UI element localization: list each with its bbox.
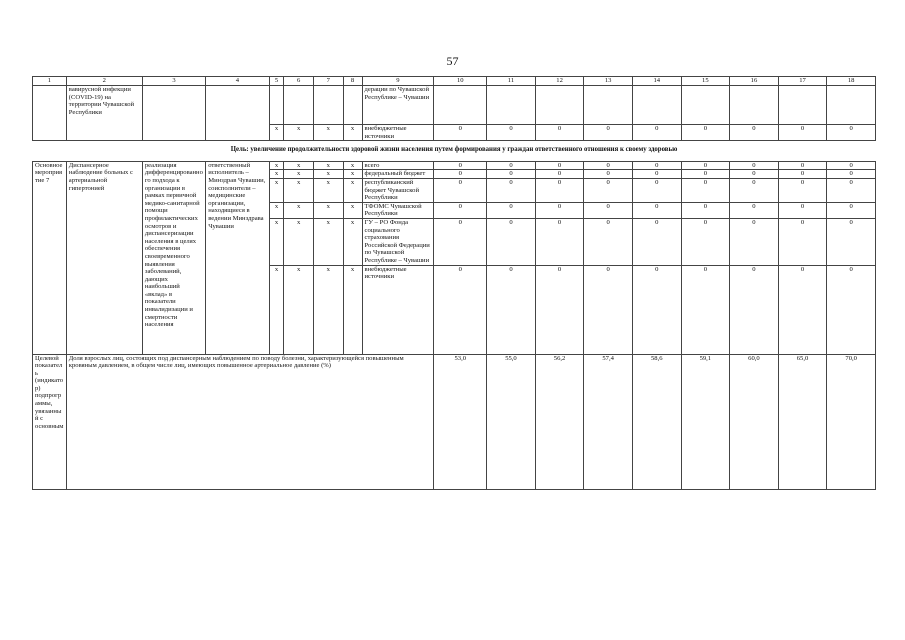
value-cell: 0 <box>632 170 681 179</box>
indicator-value: 60,0 <box>730 354 779 489</box>
x-cell: x <box>269 218 284 265</box>
x-cell: x <box>313 161 343 170</box>
col-header: 2 <box>66 77 142 86</box>
x-cell: x <box>343 178 362 202</box>
value-cell: 0 <box>535 170 584 179</box>
value-cell: 0 <box>827 161 876 170</box>
x-cell: x <box>284 218 314 265</box>
funding-source: республиканский бюджет Чувашской Республики <box>362 178 434 202</box>
x-cell: x <box>269 178 284 202</box>
value-cell: 0 <box>827 218 876 265</box>
funding-source: ТФОМС Чувашской Республики <box>362 202 434 218</box>
value-cell: 0 <box>535 125 584 141</box>
col-header: 12 <box>535 77 584 86</box>
value-cell: 0 <box>827 202 876 218</box>
value-cell: 0 <box>535 265 584 354</box>
col-header: 18 <box>827 77 876 86</box>
value-cell: 0 <box>827 125 876 141</box>
value-cell: 0 <box>778 161 827 170</box>
x-cell: x <box>269 265 284 354</box>
x-cell: x <box>343 202 362 218</box>
goal-row <box>33 141 876 162</box>
value-cell: 0 <box>434 161 487 170</box>
value-cell: 0 <box>827 265 876 354</box>
funding-source: дерации по Чувашской Республике – Чувашии <box>362 86 434 125</box>
indicator-text: Доля взрослых лиц, состоящих под диспансерным наблюдением по поводу болезни, характеризующейся повышенным кровяным давлением, в общем числе лиц, имеющих повышенное артериальное давление (%) <box>66 354 434 489</box>
program-table <box>32 76 876 490</box>
indicator-row <box>33 354 876 489</box>
value-cell: 0 <box>730 218 779 265</box>
indicator-value: 58,6 <box>632 354 681 489</box>
value-cell: 0 <box>681 125 730 141</box>
x-cell: x <box>343 170 362 179</box>
value-cell: 0 <box>632 218 681 265</box>
value-cell: 0 <box>730 161 779 170</box>
value-cell: 0 <box>584 161 633 170</box>
value-cell: 0 <box>778 170 827 179</box>
funding-source: внебюджетные источники <box>362 125 434 141</box>
value-cell: 0 <box>487 161 536 170</box>
value-cell: 0 <box>535 202 584 218</box>
col-header: 6 <box>284 77 314 86</box>
value-cell: 0 <box>487 265 536 354</box>
col-header: 14 <box>632 77 681 86</box>
funding-source: ГУ – РО Фонда социального страхования Российской Федерации по Чувашской Республике – Чувашии <box>362 218 434 265</box>
event-name: Диспансерное наблюдение больных с артериальной гипертонией <box>66 161 142 354</box>
x-cell: x <box>343 161 362 170</box>
x-cell: x <box>284 202 314 218</box>
value-cell: 0 <box>632 202 681 218</box>
value-cell: 0 <box>681 170 730 179</box>
col-header: 11 <box>487 77 536 86</box>
value-cell: 0 <box>681 178 730 202</box>
x-cell: x <box>313 178 343 202</box>
indicator-value: 55,0 <box>487 354 536 489</box>
value-cell: 0 <box>584 218 633 265</box>
value-cell: 0 <box>535 178 584 202</box>
x-cell: x <box>313 202 343 218</box>
continued-event-name: вавирусной инфекции (COVID-19) на территории Чувашской Республики <box>66 86 142 141</box>
value-cell: 0 <box>487 125 536 141</box>
col-header: 1 <box>33 77 67 86</box>
x-cell: x <box>284 125 314 141</box>
col-header: 13 <box>584 77 633 86</box>
col-header: 10 <box>434 77 487 86</box>
value-cell: 0 <box>434 218 487 265</box>
col-header: 7 <box>313 77 343 86</box>
value-cell: 0 <box>632 265 681 354</box>
indicator-value: 57,4 <box>584 354 633 489</box>
value-cell: 0 <box>778 218 827 265</box>
value-cell: 0 <box>632 125 681 141</box>
value-cell: 0 <box>487 170 536 179</box>
value-cell: 0 <box>487 202 536 218</box>
value-cell: 0 <box>778 202 827 218</box>
value-cell: 0 <box>778 178 827 202</box>
value-cell: 0 <box>730 125 779 141</box>
value-cell: 0 <box>681 265 730 354</box>
value-cell: 0 <box>778 125 827 141</box>
x-cell: x <box>343 125 362 141</box>
value-cell: 0 <box>584 202 633 218</box>
x-cell: x <box>269 202 284 218</box>
value-cell: 0 <box>434 265 487 354</box>
col-header: 17 <box>778 77 827 86</box>
x-cell: x <box>284 265 314 354</box>
value-cell: 0 <box>681 218 730 265</box>
x-cell: x <box>313 218 343 265</box>
indicator-value: 70,0 <box>827 354 876 489</box>
value-cell: 0 <box>681 161 730 170</box>
value-cell: 0 <box>778 265 827 354</box>
col-header: 15 <box>681 77 730 86</box>
value-cell: 0 <box>535 218 584 265</box>
header-row <box>33 77 876 86</box>
funding-source: внебюджетные источники <box>362 265 434 354</box>
value-cell: 0 <box>730 202 779 218</box>
value-cell: 0 <box>584 125 633 141</box>
x-cell: x <box>284 178 314 202</box>
value-cell: 0 <box>434 178 487 202</box>
value-cell: 0 <box>730 265 779 354</box>
value-cell: 0 <box>434 125 487 141</box>
funding-source: всего <box>362 161 434 170</box>
goal-text: Цель: увеличение продолжительности здоровой жизни населения путем формирования у граждан ответственного отношения к своему здоровью <box>33 141 876 162</box>
value-cell: 0 <box>827 170 876 179</box>
x-cell: x <box>313 265 343 354</box>
x-cell: x <box>313 125 343 141</box>
indicator-value: 65,0 <box>778 354 827 489</box>
col-header: 8 <box>343 77 362 86</box>
x-cell: x <box>284 170 314 179</box>
funding-source: федеральный бюджет <box>362 170 434 179</box>
table-row <box>33 86 876 125</box>
value-cell: 0 <box>487 178 536 202</box>
x-cell: x <box>284 161 314 170</box>
x-cell: x <box>343 265 362 354</box>
value-cell: 0 <box>535 161 584 170</box>
x-cell: x <box>269 125 284 141</box>
indicator-label: Целевой показатель (индикатор) подпрограммы, увязанный с основным <box>33 354 67 489</box>
col-header: 5 <box>269 77 284 86</box>
value-cell: 0 <box>730 170 779 179</box>
x-cell: x <box>343 218 362 265</box>
table-row <box>33 161 876 170</box>
col-header: 4 <box>206 77 269 86</box>
value-cell: 0 <box>681 202 730 218</box>
value-cell: 0 <box>434 170 487 179</box>
indicator-value: 59,1 <box>681 354 730 489</box>
col-header: 16 <box>730 77 779 86</box>
event-description: реализация дифференцированного подхода к организации в рамках первичной медико-санитарной помощи профилактических осмотров и диспансеризации населения в целях обеспечения своевременного выявления заболеваний, дающих наибольший «вклад» в показатели инвалидизации и смертности населения <box>142 161 205 354</box>
value-cell: 0 <box>632 161 681 170</box>
value-cell: 0 <box>730 178 779 202</box>
event-label: Основное мероприятие 7 <box>33 161 67 354</box>
col-header: 3 <box>142 77 205 86</box>
indicator-value: 53,0 <box>434 354 487 489</box>
value-cell: 0 <box>632 178 681 202</box>
x-cell: x <box>269 161 284 170</box>
value-cell: 0 <box>434 202 487 218</box>
x-cell: x <box>269 170 284 179</box>
value-cell: 0 <box>584 178 633 202</box>
value-cell: 0 <box>827 178 876 202</box>
x-cell: x <box>313 170 343 179</box>
indicator-value: 56,2 <box>535 354 584 489</box>
value-cell: 0 <box>584 265 633 354</box>
value-cell: 0 <box>487 218 536 265</box>
value-cell: 0 <box>584 170 633 179</box>
col-header: 9 <box>362 77 434 86</box>
event-executor: ответственный исполнитель – Минздрав Чувашии, соисполнители – медицинские организации, находящиеся в ведении Минздрава Чувашии <box>206 161 269 354</box>
page-number: 57 <box>446 54 459 68</box>
